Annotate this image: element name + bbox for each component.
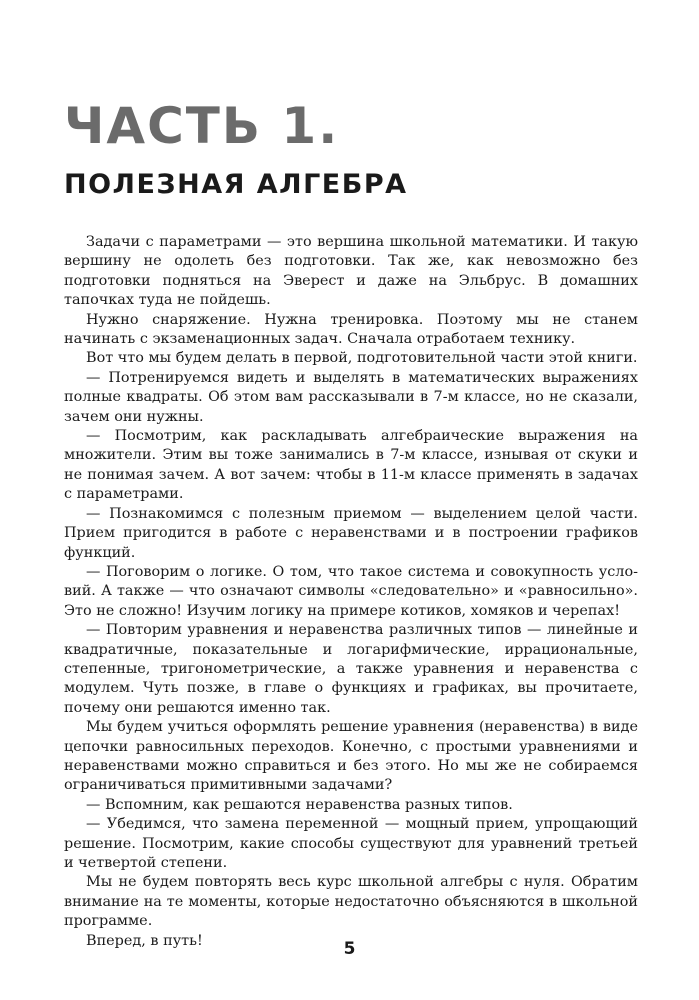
chapter-title: ПОЛЕЗНАЯ АЛГЕБРА	[64, 169, 408, 200]
list-item: — Потренируемся видеть и выделять в математических выражениях полные квадраты. Об этом вам рассказывали в 7-м классе, но не сказали, зачем они нужны.	[64, 369, 638, 425]
list-item: — Убедимся, что замена переменной — мощный прием, упрощающий решение. Посмотрим, какие способы существуют для уравнений третьей и четвертой степени.	[64, 816, 638, 871]
page-number: 5	[343, 939, 356, 959]
paragraph: Вот что мы будем делать в первой, подготовительной части этой книги.	[86, 350, 638, 367]
part-title: ЧАСТЬ 1.	[64, 97, 340, 155]
paragraph: Нужно снаряжение. Нужна тренировка. Поэтому мы не станем начинать с экзаменационных задач. Сначала отработаем технику.	[64, 311, 638, 348]
list-item: — Повторим уравнения и неравенства различных типов — линейные и квадратичные, показательные и логарифмические, иррациональные, степенные, тригонометрические, а также уравнения и неравенства с модулем. Чуть позже, в главе о функциях и графиках, вы прочитаете, почему они решаются именно так.	[64, 622, 638, 716]
paragraph: Мы не будем повторять весь курс школьной алгебры с нуля. Обратим внимание на те моменты, которые недостаточно объясняются в школьной программе.	[64, 874, 638, 930]
list-item: — Посмотрим, как раскладывать алгебраические выражения на множители. Этим вы тоже занимались в 7-м классе, изнывая от скуки и не понимая зачем. А вот зачем: чтобы в 11-м классе применять в задачах с параметрами.	[64, 428, 638, 503]
list-item: — Вспомним, как решаются неравенства разных типов.	[86, 796, 513, 813]
list-item: — Поговорим о логике. О том, что такое система и совокупность условий. А также — что означают символы «следовательно» и «равносильно». Это не сложно! Изучим логику на примере котиков, хомяков и черепах!	[64, 563, 638, 619]
paragraph: Задачи с параметрами — это вершина школьной математики. И такую вершину не одолеть без подготовки. Так же, как невозможно без подготовки подняться на Эверест и даже на Эльбрус. В домашних тапочках туда не пойдешь.	[64, 234, 638, 309]
paragraph: Мы будем учиться оформлять решение уравнения (неравенства) в виде цепочки равносильных переходов. Конечно, с простыми уравнениями и неравенствами можно справиться и без этого. Но мы же не собираемся ограничиваться примитивными задачами?	[64, 719, 638, 794]
body-text	[64, 233, 638, 951]
list-item: — Познакомимся с полезным приемом — выделением целой части. Прием пригодится в работе с неравенствами и в построении графиков функций.	[64, 505, 638, 561]
paragraph: Вперед, в путь!	[86, 932, 203, 949]
